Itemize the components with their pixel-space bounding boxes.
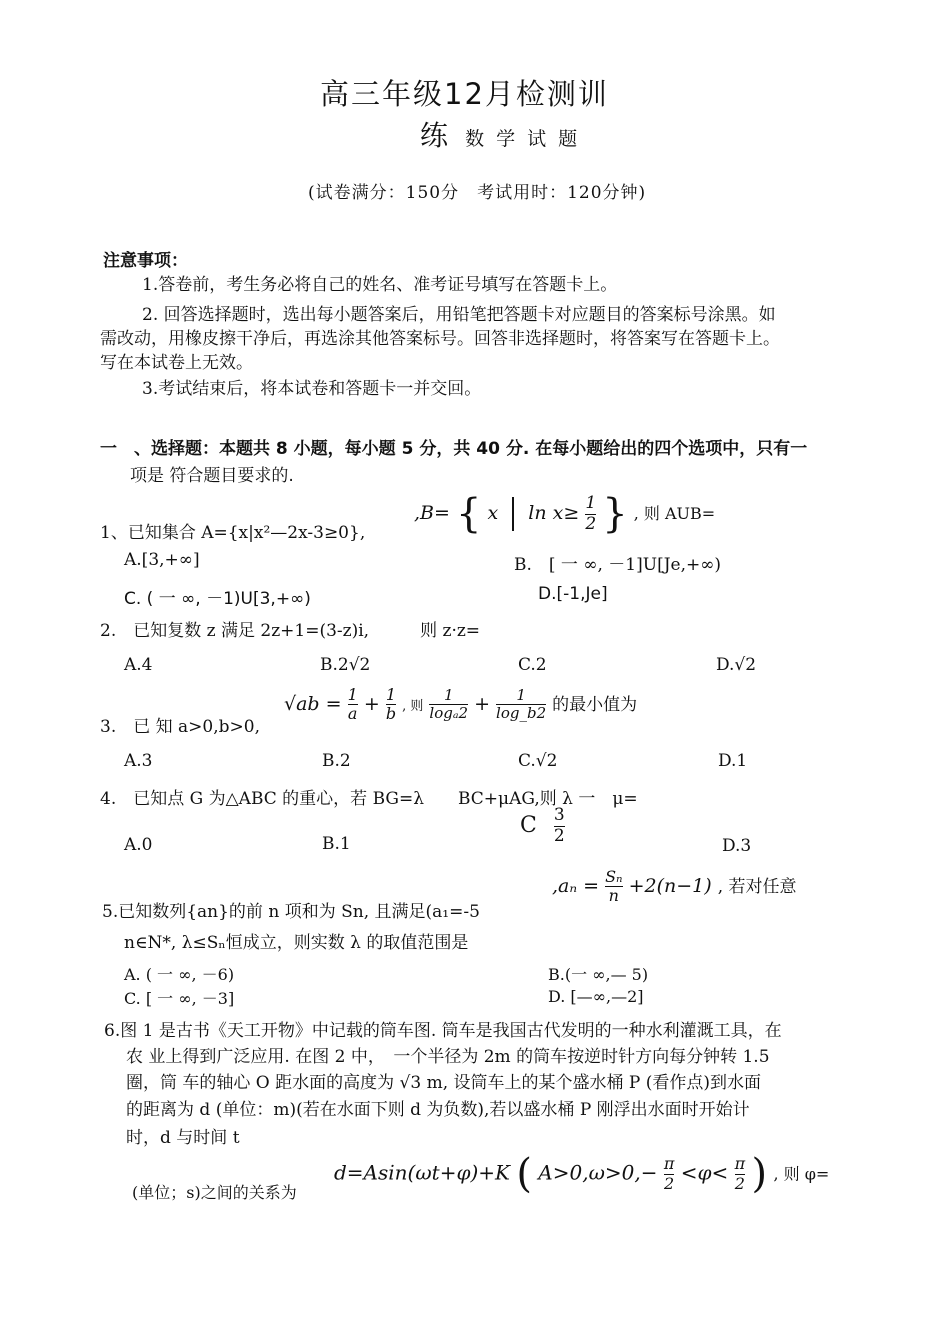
q1-formula-prefix: ,B= [414, 502, 450, 525]
note-item-3: 3.考试结束后，将本试卷和答题卡一并交回。 [142, 379, 482, 399]
q1-formula [414, 491, 716, 538]
q1-frac-den: 2 [585, 513, 597, 534]
q5-option-b: B.(一 ∞,— 5) [548, 965, 649, 984]
q4-option-c-fraction [554, 806, 565, 846]
q6-line2: 农 业上得到广泛应用. 在图 2 中， 一个半径为 2m 的筒车按逆时针方向每分钟转 1.5 [126, 1047, 770, 1067]
q1-option-d: D.[-1,Je] [538, 584, 608, 604]
note-item-1: 1.答卷前，考生务必将自己的姓名、准考证号填写在答题卡上。 [142, 275, 618, 295]
q3-sqrt: √ab = [284, 692, 342, 715]
q3-frac-2-den: b [385, 704, 397, 724]
q3-frac-4 [496, 687, 546, 723]
q6-pi-frac-2 [735, 1155, 746, 1193]
q4-option-a: A.0 [124, 835, 153, 855]
q3-frac-4-num: 1 [516, 686, 526, 705]
exam-info: (试卷满分：150分 考试用时：120分钟) [308, 183, 647, 203]
note-item-2-line1: 2. 回答选择题时，选出每小题答案后，用铅笔把答题卡对应题目的答案标号涂黑。如 [142, 305, 776, 325]
q3-frac-2 [386, 686, 396, 724]
q6-formula-cond: A>0,ω>0,− [538, 1160, 658, 1185]
q2-option-d: D.√2 [716, 655, 757, 675]
q6-tail: , 则 φ= [773, 1164, 830, 1184]
section-heading-line2: 项是 符合题目要求的. [130, 466, 294, 486]
q6-formula [334, 1151, 830, 1197]
q2-stem: 2. 已知复数 z 满足 2z+1=(3-z)i, 则 z·z= [100, 621, 481, 641]
q4-option-b: B.1 [322, 834, 351, 854]
page-title: 高三年级12月检测训 [320, 77, 609, 111]
q6-left-paren: ( [516, 1151, 532, 1197]
q3-frac-1-num: 1 [347, 685, 358, 704]
note-item-2-line2: 需改动，用橡皮擦干净后，再选涂其他答案标号。回答非选择题时，将答案写在答题卡上。 [100, 329, 780, 349]
q6-pi-frac-1-den: 2 [664, 1173, 675, 1193]
q3-tail: 的最小值为 [552, 694, 638, 715]
q4-option-d: D.3 [722, 836, 752, 856]
q2-option-a: A.4 [124, 655, 153, 675]
q5-option-d: D. [—∞,—2] [548, 987, 644, 1006]
q3-stem: 3. 已 知 a>0,b>0, [100, 717, 260, 737]
q1-tail: , 则 AUB= [633, 504, 716, 524]
q6-line6-prefix: (单位；s)之间的关系为 [132, 1183, 297, 1202]
notes-heading: 注意事项： [103, 251, 188, 271]
q1-formula-ln: ln x≥ [528, 502, 580, 525]
q6-pi-frac-2-den: 2 [734, 1173, 745, 1193]
q3-frac-3 [429, 687, 468, 723]
q5-frac-num: Sₙ [605, 867, 623, 886]
q6-right-paren: ) [751, 1151, 768, 1197]
q1-stem: 1、已知集合 A={x|x²—2x-3≥0}, [100, 523, 366, 543]
q2-option-b: B.2√2 [320, 655, 371, 675]
q3-frac-1 [348, 686, 358, 724]
q3-frac-2-num: 1 [385, 685, 397, 704]
q4-stem: 4. 已知点 G 为△ABC 的重心，若 BG=λ BC+μAG,则 λ 一 μ= [100, 789, 638, 809]
q1-option-b: B. [ 一 ∞, －1]U[Je,+∞) [514, 555, 722, 575]
q5-option-c: C. [ 一 ∞, －3] [124, 989, 235, 1008]
q5-option-a: A. ( 一 ∞, －6) [124, 965, 235, 984]
q4-option-c [520, 806, 565, 846]
q3-option-c: C.√2 [518, 751, 558, 771]
q5-formula-rhs: +2(n−1) [628, 874, 712, 897]
q3-mid: , 则 [402, 698, 424, 714]
q5-frac-den: n [605, 886, 622, 905]
title-char: 练 [420, 119, 449, 152]
q5-formula-lhs: ,aₙ = [552, 874, 600, 897]
q3-option-b: B.2 [322, 751, 351, 771]
q3-plus-1: + [363, 692, 380, 715]
q3-option-d: D.1 [718, 751, 748, 771]
q3-frac-3-num: 1 [443, 686, 454, 705]
q6-pi-frac-2-num: π [734, 1154, 746, 1174]
q5-tail: , 若对任意 [717, 876, 797, 897]
q5-fraction [605, 868, 622, 906]
q1-option-c: C. ( 一 ∞, －1)U[3,+∞) [124, 589, 311, 609]
q6-phi-range: <φ< [680, 1160, 729, 1185]
q1-right-brace: } [602, 491, 628, 538]
q3-plus-2: + [474, 692, 490, 715]
q4-option-c-num: 3 [553, 805, 565, 825]
q3-option-a: A.3 [124, 751, 153, 771]
q4-option-c-den: 2 [553, 825, 565, 846]
q1-bar [512, 497, 514, 531]
q1-option-a: A.[3,+∞] [124, 550, 200, 570]
q6-pi-frac-1 [664, 1155, 675, 1193]
q6-line5: 时，d 与时间 t [126, 1128, 240, 1148]
q1-frac-num: 1 [585, 493, 597, 513]
note-item-2-line3: 写在本试卷上无效。 [100, 353, 253, 373]
section-heading-line1: 一 、选择题：本题共 8 小题，每小题 5 分，共 40 分. 在每小题给出的四个选项中，只有一 [100, 439, 808, 459]
q3-frac-1-den: a [347, 704, 358, 724]
q1-left-brace: { [455, 491, 482, 538]
q1-fraction [585, 494, 596, 534]
q2-option-c: C.2 [518, 655, 547, 675]
q6-line4: 的距离为 d (单位：m)(若在水面下则 d 为负数),若以盛水桶 P 刚浮出水面时开始计 [126, 1100, 750, 1120]
q6-formula-main: d=Asin(ωt+φ)+K [334, 1160, 510, 1185]
q3-frac-3-den: logₐ2 [429, 704, 469, 723]
page-subtitle-title [420, 114, 589, 154]
q3-formula [284, 686, 637, 724]
q6-line3: 圈，筒 车的轴心 O 距水面的高度为 √3 m, 设筒车上的某个盛水桶 P (看作点)到水面 [126, 1073, 762, 1093]
q5-stem-line1: 5.已知数列{an}的前 n 项和为 Sn, 且满足(a₁=-5 [102, 902, 480, 922]
q6-line1: 6.图 1 是古书《天工开物》中记载的筒车图. 筒车是我国古代发明的一种水利灌溉工具，在 [104, 1021, 782, 1041]
q3-frac-4-den: log_b2 [496, 704, 547, 723]
q4-option-c-letter: C [520, 813, 537, 839]
q5-stem-line2: n∈N*, λ≤Sₙ恒成立，则实数 λ 的取值范围是 [124, 933, 469, 953]
q1-formula-x: x [487, 502, 499, 525]
title-rest: 数学试题 [465, 128, 590, 150]
q6-pi-frac-1-num: π [663, 1154, 675, 1174]
q5-formula [552, 868, 797, 906]
